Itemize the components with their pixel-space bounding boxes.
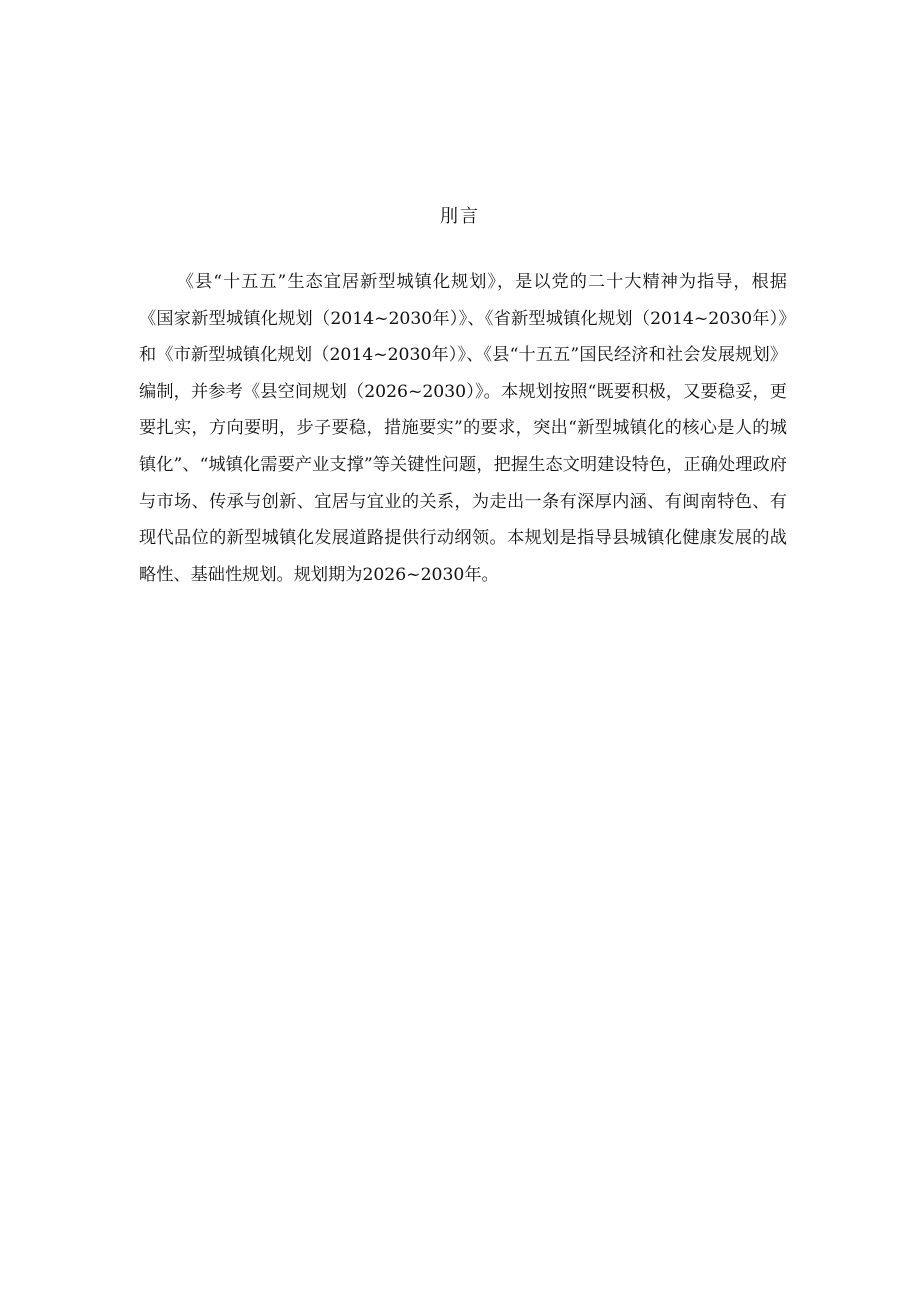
preface-paragraph: 《县“十五五”生态宜居新型城镇化规划》，是以党的二十大精神为指导，根据《国家新型城镇化规划（2014~2030年）》、《省新型城镇化规划（2014~2030年）》和《市新型城镇化规划（2014~2030年）》、《县“十五五”国民经济和社会发展规划》编制，并参考《县空间规划（2026~2030）》。本规划按照“既要积极，又要稳妥，更要扎实，方向要明，步子要稳，措施要实”的要求，突出“新型城镇化的核心是人的城镇化”、“城镇化需要产业支撑”等关键性问题，把握生态文明建设特色，正确处理政府与市场、传承与创新、宜居与宜业的关系，为走出一条有深厚内涵、有闽南特色、有现代品位的新型城镇化发展道路提供行动纲领。本规划是指导县城镇化健康发展的战略性、基础性规划。规划期为2026~2030年。: [139, 272, 787, 585]
page-title: 刖言: [440, 206, 480, 227]
